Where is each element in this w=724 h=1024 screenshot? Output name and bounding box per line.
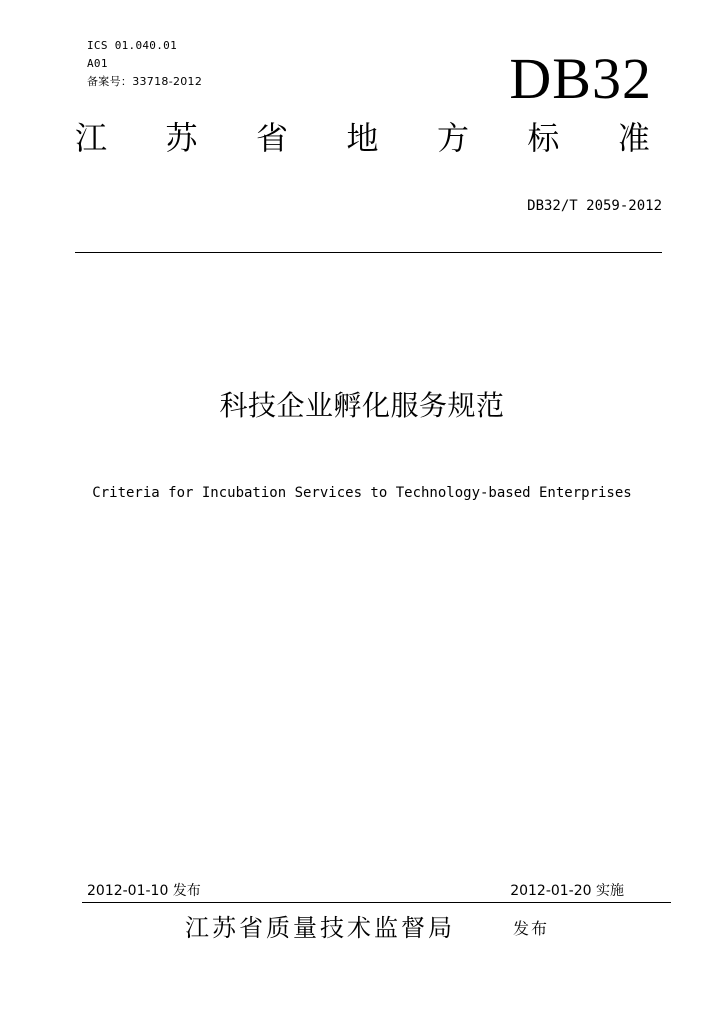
standard-type-char: 准 — [617, 119, 650, 157]
implementation-date: 2012-01-20 实施 — [510, 883, 624, 899]
issue-date: 2012-01-10 发布 — [87, 883, 201, 899]
standard-type-char: 方 — [436, 119, 469, 157]
standard-type-heading — [75, 119, 650, 157]
standard-type-char: 地 — [346, 119, 379, 157]
title-chinese: 科技企业孵化服务规范 — [219, 389, 505, 422]
issuer-name: 江苏省质量技术监督局 — [185, 914, 455, 942]
standard-number: DB32/T 2059-2012 — [527, 198, 662, 214]
standard-code-large: DB32 — [509, 46, 652, 111]
standard-type-char: 江 — [75, 119, 108, 157]
record-number: 备案号：33718-2012 — [87, 75, 203, 88]
footer-divider — [82, 902, 671, 903]
header-divider — [75, 252, 662, 253]
title-english: Criteria for Incubation Services to Technology-based Enterprises — [92, 485, 632, 501]
standard-type-char: 省 — [255, 119, 288, 157]
standard-type-char: 苏 — [165, 119, 198, 157]
category-code: A01 — [87, 57, 108, 70]
ics-code: ICS 01.040.01 — [87, 39, 177, 52]
standard-type-char: 标 — [527, 119, 560, 157]
issuer-suffix: 发布 — [513, 919, 550, 938]
